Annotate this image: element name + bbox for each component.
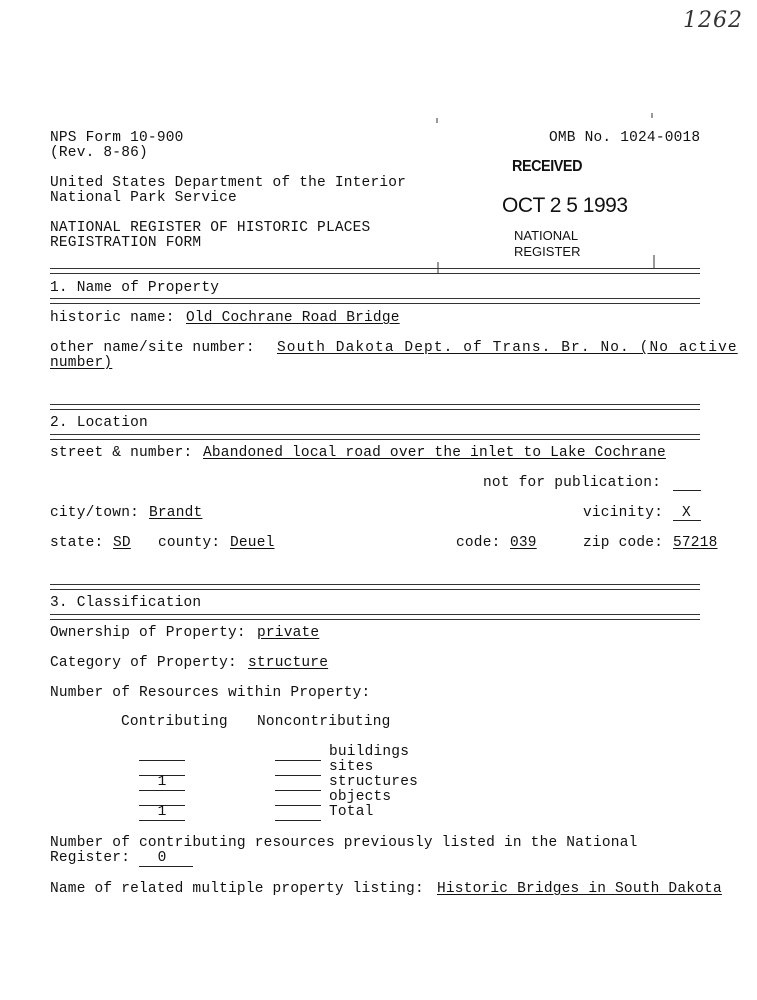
- section-divider: [50, 298, 700, 304]
- ownership-label: Ownership of Property:: [50, 625, 246, 641]
- previously-listed-label: Number of contributing resources previously listed in the National: [50, 835, 638, 851]
- resource-blank: [275, 790, 321, 791]
- resource-blank: [139, 790, 185, 791]
- historic-name-label: historic name:: [50, 310, 175, 326]
- county-value: Deuel: [230, 535, 275, 551]
- register-name: NATIONAL REGISTER OF HISTORIC PLACES: [50, 220, 371, 236]
- contributing-count-total: 1: [157, 804, 167, 820]
- ownership-value: private: [257, 625, 320, 641]
- zip-value: 57218: [673, 535, 718, 551]
- city-value: Brandt: [149, 505, 203, 521]
- county-label: county:: [158, 535, 221, 551]
- resource-row-label: objects: [329, 789, 392, 805]
- resource-row-label: structures: [329, 774, 419, 790]
- state-label: state:: [50, 535, 104, 551]
- section-3-heading: 3. Classification: [50, 595, 202, 611]
- zip-label: zip code:: [583, 535, 664, 551]
- resource-blank: [139, 760, 185, 761]
- scan-speck: [653, 255, 655, 269]
- previously-listed-register-label: Register:: [50, 850, 131, 866]
- previously-listed-value: 0: [157, 850, 167, 866]
- code-label: code:: [456, 535, 501, 551]
- form-number: NPS Form 10-900: [50, 130, 184, 146]
- resource-blank: [275, 775, 321, 776]
- section-divider: [50, 268, 700, 274]
- form-title: REGISTRATION FORM: [50, 235, 202, 251]
- category-value: structure: [248, 655, 329, 671]
- stamp-line-register: REGISTER: [514, 244, 581, 259]
- section-divider: [50, 614, 700, 620]
- received-stamp: RECEIVED: [512, 158, 583, 175]
- scan-speck: [436, 118, 438, 123]
- state-value: SD: [113, 535, 131, 551]
- contributing-header: Contributing: [121, 714, 228, 730]
- other-name-value: South Dakota Dept. of Trans. Br. No. (No active: [277, 340, 738, 356]
- category-label: Category of Property:: [50, 655, 237, 671]
- street-value: Abandoned local road over the inlet to Lake Cochrane: [203, 445, 666, 461]
- resource-blank: [275, 805, 321, 806]
- scan-speck: [651, 113, 653, 118]
- section-divider: [50, 584, 700, 590]
- section-1-heading: 1. Name of Property: [50, 280, 220, 296]
- section-divider: [50, 404, 700, 410]
- vicinity-value: X: [682, 505, 691, 521]
- city-label: city/town:: [50, 505, 140, 521]
- resource-blank: [139, 820, 185, 821]
- resource-row-label: Total: [329, 804, 374, 820]
- handwritten-note: 1262: [683, 8, 743, 33]
- not-for-publication-label: not for publication:: [483, 475, 662, 491]
- code-value: 039: [510, 535, 537, 551]
- historic-name-value: Old Cochrane Road Bridge: [186, 310, 400, 326]
- not-for-publication-blank: [673, 490, 701, 491]
- multiple-listing-value: Historic Bridges in South Dakota: [437, 881, 722, 897]
- resource-blank: [275, 820, 321, 821]
- resource-row-label: sites: [329, 759, 374, 775]
- street-label: street & number:: [50, 445, 193, 461]
- section-divider: [50, 434, 700, 440]
- received-date-stamp: OCT 2 5 1993: [502, 194, 628, 217]
- vicinity-label: vicinity:: [583, 505, 664, 521]
- multiple-listing-label: Name of related multiple property listing:: [50, 881, 424, 897]
- resources-label: Number of Resources within Property:: [50, 685, 371, 701]
- contributing-count-structures: 1: [157, 774, 167, 790]
- form-revision: (Rev. 8-86): [50, 145, 148, 161]
- previously-listed-blank: [139, 866, 193, 867]
- stamp-line-national: NATIONAL: [514, 228, 579, 243]
- resource-row-label: buildings: [329, 744, 410, 760]
- section-2-heading: 2. Location: [50, 415, 148, 431]
- service-name: National Park Service: [50, 190, 237, 206]
- resource-blank: [275, 760, 321, 761]
- department-name: United States Department of the Interior: [50, 175, 407, 191]
- noncontributing-header: Noncontributing: [257, 714, 391, 730]
- other-name-value-continued: number): [50, 355, 113, 371]
- other-name-label: other name/site number:: [50, 340, 255, 356]
- omb-number: OMB No. 1024-0018: [549, 130, 701, 146]
